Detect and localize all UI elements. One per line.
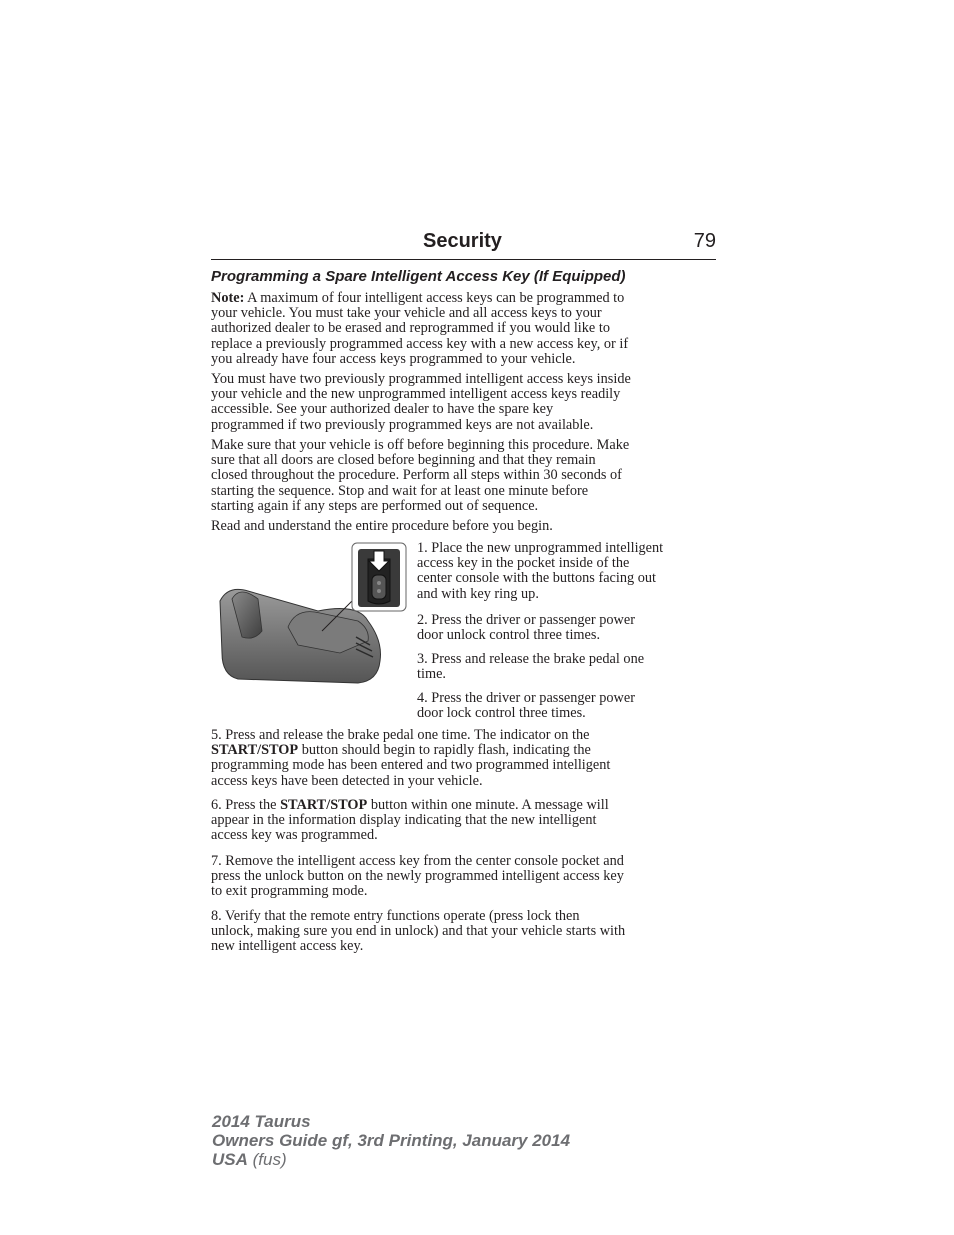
paragraph-keys-required [211,372,716,433]
step-5 [211,728,716,789]
page-footer [212,1112,570,1169]
text-line: center console with the buttons facing out [417,570,657,587]
subheading: Programming a Spare Intelligent Access Key (If Equipped) [211,268,626,285]
step-7 [211,854,716,900]
step-8 [211,909,716,955]
text-line: 1. Place the new unprogrammed intelligent [417,540,664,556]
text-line: 5. Press and release the brake pedal one time. The indicator on the [211,727,590,743]
page-header [211,229,716,260]
text-line: 6. Press the [211,797,281,813]
text-line: new intelligent access key. [211,938,364,955]
note-line: authorized dealer to be erased and reprogrammed if you would like to [211,320,610,337]
text-line: accessible. See your authorized dealer to have the spare key [211,401,554,418]
page-number: 79 [693,230,716,252]
text-line: 7. Remove the intelligent access key from the center console pocket and [211,853,624,869]
text-line: and with key ring up. [417,585,539,602]
text-line: door lock control three times. [417,705,586,722]
text-line: access keys have been detected in your vehicle. [211,772,483,789]
text-line: door unlock control three times. [417,627,601,644]
footer-region: USA [212,1150,248,1169]
text-line: press the unlock button on the newly programmed intelligent access key [211,868,624,885]
note-line: replace a previously programmed access key with a new access key, or if [211,335,629,352]
text-line: starting again if any steps are performed out of sequence. [211,497,539,514]
step-2 [417,613,717,643]
text-line: You must have two previously programmed intelligent access keys inside [211,371,631,387]
text-line: programming mode has been entered and two programmed intelligent [211,757,611,774]
section-title: Security [423,230,502,252]
text-line: button should begin to rapidly flash, indicating the [298,742,591,759]
text-line: button within one minute. A message will [367,797,609,813]
start-stop-label: START/STOP [211,742,299,759]
text-line: starting the sequence. Stop and wait for at least one minute before [211,482,589,499]
step-1 [417,541,717,602]
footer-code: (fus) [247,1150,287,1169]
text-line: 8. Verify that the remote entry functions operate (press lock then [211,908,580,924]
note-paragraph [211,291,716,367]
step-6 [211,798,716,844]
note-line: you already have four access keys programmed to your vehicle. [211,350,576,367]
text-line: 3. Press and release the brake pedal one [417,651,645,667]
text-line: your vehicle and the new unprogrammed intelligent access keys readily [211,386,621,403]
text-line: 4. Press the driver or passenger power [417,690,635,706]
text-line: access key was programmed. [211,827,378,844]
text-line: access key in the pocket inside of the [417,555,630,572]
text-line: programmed if two previously programmed keys are not available. [211,416,594,433]
paragraph-vehicle-off [211,438,716,514]
text-line: time. [417,666,446,683]
footer-guide: Owners Guide gf, 3rd Printing, January 2014 [212,1131,571,1150]
text-line: Make sure that your vehicle is off before beginning this procedure. Make [211,437,630,453]
step-3 [417,652,717,682]
step-4 [417,691,717,721]
note-line: A maximum of four intelligent access keys can be programmed to [244,290,625,306]
console-drawing [218,541,408,693]
text-line: to exit programming mode. [211,883,368,900]
text-line: 2. Press the driver or passenger power [417,612,635,628]
center-console-illustration [218,541,408,693]
note-line: your vehicle. You must take your vehicle and all access keys to your [211,305,602,322]
footer-model: 2014 Taurus [212,1112,311,1131]
text-line: appear in the information display indicating that the new intelligent [211,812,597,829]
text-line: unlock, making sure you end in unlock) and that your vehicle starts with [211,923,626,940]
text-line: Read and understand the entire procedure before you begin. [211,518,553,534]
note-label: Note: [211,290,245,306]
paragraph-read-procedure [211,519,716,534]
text-line: closed throughout the procedure. Perform all steps within 30 seconds of [211,467,622,484]
start-stop-label: START/STOP [280,797,368,813]
text-line: sure that all doors are closed before beginning and that they remain [211,452,596,469]
